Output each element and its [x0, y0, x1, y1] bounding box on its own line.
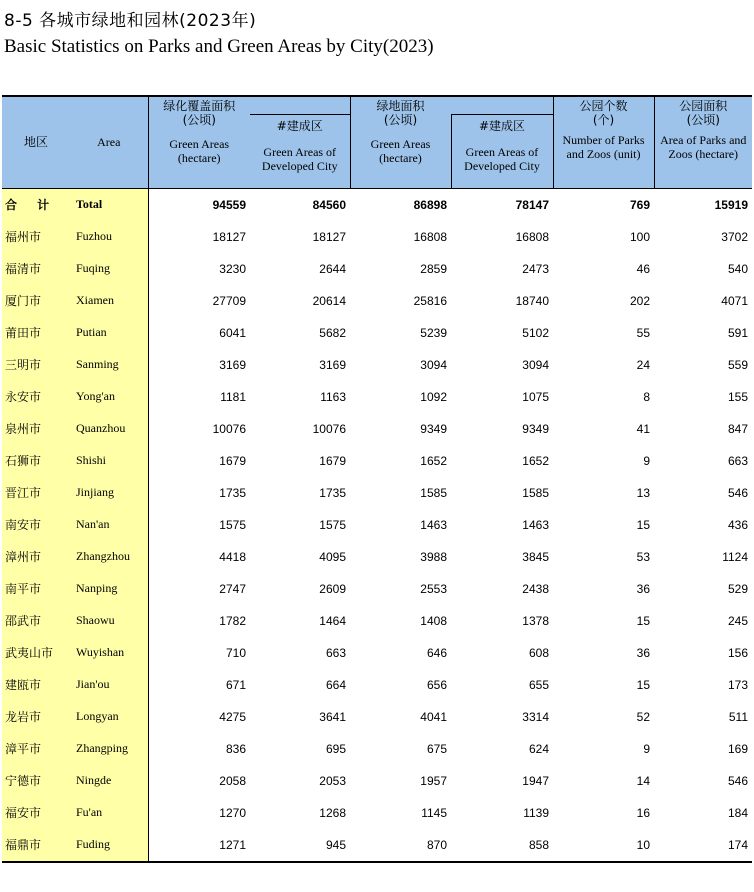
cell-value: 2438: [522, 581, 549, 596]
row-area-en: Sanming: [70, 349, 148, 381]
cell-value: 15919: [654, 188, 752, 221]
cell-value: 1735: [319, 485, 346, 500]
cell-value: 46: [636, 261, 650, 276]
cell-value: 2859: [420, 261, 447, 276]
cell-value: 2053: [319, 773, 346, 788]
row-area-cn: 宁德市: [2, 765, 70, 797]
cell-value: 2473: [522, 261, 549, 276]
table-row: [2, 381, 752, 413]
table-row: [2, 349, 752, 381]
cell-value: 9: [643, 741, 650, 756]
cell-value: 608: [528, 645, 549, 660]
header-col3: 绿地面积 (公顷) Green Areas (hectare): [350, 96, 451, 188]
cell-value: 2644: [319, 261, 346, 276]
table-row: [2, 285, 752, 317]
cell-value: 591: [727, 325, 748, 340]
cell-value: 155: [727, 389, 748, 404]
cell-value: 2609: [319, 581, 346, 596]
table-row: [2, 573, 752, 605]
row-area-cn: 三明市: [2, 349, 70, 381]
cell-value: 169: [727, 741, 748, 756]
cell-value: 847: [727, 421, 748, 436]
cell-value: 9349: [420, 421, 447, 436]
row-area-en: Fu'an: [70, 797, 148, 829]
row-area-cn: 南安市: [2, 509, 70, 541]
row-area-en: Nan'an: [70, 509, 148, 541]
cell-value: 3094: [420, 357, 447, 372]
cell-value: 78147: [451, 188, 553, 221]
cell-value: 675: [426, 741, 447, 756]
header-area-cn: 地区: [2, 96, 70, 188]
row-area-cn: 合 计: [2, 188, 70, 221]
row-area-en: Ningde: [70, 765, 148, 797]
row-area-cn: 漳州市: [2, 541, 70, 573]
cell-value: 3314: [522, 709, 549, 724]
cell-value: 4041: [420, 709, 447, 724]
cell-value: 25816: [413, 293, 447, 308]
table-row: [2, 317, 752, 349]
cell-value: 5239: [420, 325, 447, 340]
cell-value: 4418: [219, 549, 246, 564]
cell-value: 100: [629, 229, 650, 244]
cell-value: 3702: [721, 229, 748, 244]
cell-value: 1652: [420, 453, 447, 468]
cell-value: 655: [528, 677, 549, 692]
page-title-en: Basic Statistics on Parks and Green Areas by City(2023): [4, 36, 434, 57]
cell-value: 1957: [420, 773, 447, 788]
cell-value: 1271: [148, 829, 250, 862]
cell-value: 1181: [220, 389, 246, 404]
table-row: [2, 605, 752, 637]
cell-value: 1947: [522, 773, 549, 788]
table-row: [2, 221, 752, 253]
cell-value: 174: [654, 829, 752, 862]
row-area-cn: 莆田市: [2, 317, 70, 349]
cell-value: 646: [426, 645, 447, 660]
cell-value: 664: [325, 677, 346, 692]
cell-value: 1075: [522, 389, 549, 404]
cell-value: 3845: [522, 549, 549, 564]
cell-value: 13: [636, 485, 650, 500]
table-row: [2, 253, 752, 285]
cell-value: 5682: [319, 325, 346, 340]
cell-value: 2553: [420, 581, 447, 596]
cell-value: 1408: [420, 613, 447, 628]
row-area-en: Fuqing: [70, 253, 148, 285]
cell-value: 9349: [522, 421, 549, 436]
header-col1: 绿化覆盖面积 (公顷) Green Areas (hectare): [148, 96, 250, 188]
table-row: [2, 413, 752, 445]
cell-value: 5102: [522, 325, 549, 340]
cell-value: 870: [350, 829, 451, 862]
cell-value: 15: [636, 677, 650, 692]
cell-value: 1679: [219, 453, 246, 468]
cell-value: 3230: [219, 261, 246, 276]
cell-value: 55: [636, 325, 650, 340]
cell-value: 858: [451, 829, 553, 862]
row-area-cn: 福鼎市: [2, 829, 70, 862]
cell-value: 1679: [319, 453, 346, 468]
cell-value: 1652: [522, 453, 549, 468]
table-row: [2, 765, 752, 797]
table-row: [2, 701, 752, 733]
row-area-en: Jian'ou: [70, 669, 148, 701]
row-area-en: Yong'an: [70, 381, 148, 413]
row-area-en: Jinjiang: [70, 477, 148, 509]
cell-value: 3094: [522, 357, 549, 372]
cell-value: 14: [636, 773, 650, 788]
table-row: [2, 477, 752, 509]
cell-value: 540: [727, 261, 748, 276]
cell-value: 8: [643, 389, 650, 404]
cell-value: 9: [643, 453, 650, 468]
cell-value: 10076: [312, 421, 346, 436]
cell-value: 511: [728, 709, 748, 724]
row-area-cn: 石狮市: [2, 445, 70, 477]
table-row: [2, 797, 752, 829]
cell-value: 695: [325, 741, 346, 756]
row-area-en: Zhangping: [70, 733, 148, 765]
cell-value: 436: [727, 517, 748, 532]
cell-value: 1268: [319, 805, 346, 820]
cell-value: 18127: [312, 229, 346, 244]
cell-value: 1139: [523, 805, 549, 820]
cell-value: 3641: [319, 709, 346, 724]
cell-value: 27709: [212, 293, 246, 308]
table-row: [2, 541, 752, 573]
row-area-en: Longyan: [70, 701, 148, 733]
cell-value: 16808: [515, 229, 549, 244]
cell-value: 86898: [350, 188, 451, 221]
row-area-en: Xiamen: [70, 285, 148, 317]
header-col1-spacer: [250, 96, 350, 114]
cell-value: 3169: [319, 357, 346, 372]
cell-value: 24: [636, 357, 650, 372]
cell-value: 945: [250, 829, 350, 862]
cell-value: 84560: [250, 188, 350, 221]
cell-value: 1163: [320, 389, 346, 404]
cell-value: 20614: [312, 293, 346, 308]
cell-value: 4275: [219, 709, 246, 724]
cell-value: 1124: [722, 549, 748, 564]
cell-value: 1463: [522, 517, 549, 532]
cell-value: 16808: [413, 229, 447, 244]
cell-value: 546: [727, 773, 748, 788]
cell-value: 663: [727, 453, 748, 468]
table-row: [2, 445, 752, 477]
cell-value: 529: [727, 581, 748, 596]
statistics-table: [2, 95, 752, 863]
row-area-cn: 福州市: [2, 221, 70, 253]
cell-value: 18740: [515, 293, 549, 308]
cell-value: 4095: [319, 549, 346, 564]
row-area-cn: 漳平市: [2, 733, 70, 765]
header-area-en: Area: [70, 96, 148, 188]
cell-value: 173: [727, 677, 748, 692]
cell-value: 184: [727, 805, 748, 820]
row-area-en: Putian: [70, 317, 148, 349]
table-row: [2, 637, 752, 669]
cell-value: 3169: [219, 357, 246, 372]
row-area-en: Total: [70, 188, 148, 221]
cell-value: 156: [727, 645, 748, 660]
cell-value: 36: [636, 581, 650, 596]
cell-value: 1378: [522, 613, 549, 628]
table-row: [2, 669, 752, 701]
row-area-en: Shaowu: [70, 605, 148, 637]
cell-value: 671: [225, 677, 246, 692]
cell-value: 245: [727, 613, 748, 628]
cell-value: 546: [727, 485, 748, 500]
row-area-en: Quanzhou: [70, 413, 148, 445]
cell-value: 1585: [522, 485, 549, 500]
header-col2: #建成区 Green Areas of Developed City: [250, 114, 350, 188]
table-row: [2, 188, 752, 221]
cell-value: 52: [636, 709, 650, 724]
row-area-cn: 厦门市: [2, 285, 70, 317]
table-body: [2, 188, 752, 862]
cell-value: 2058: [219, 773, 246, 788]
cell-value: 1145: [421, 805, 447, 820]
cell-value: 559: [727, 357, 748, 372]
cell-value: 1092: [420, 389, 447, 404]
row-area-en: Shishi: [70, 445, 148, 477]
cell-value: 15: [636, 517, 650, 532]
cell-value: 10: [553, 829, 654, 862]
row-area-en: Fuding: [70, 829, 148, 862]
row-area-cn: 福清市: [2, 253, 70, 285]
row-area-en: Fuzhou: [70, 221, 148, 253]
header-col6: 公园面积 (公顷) Area of Parks and Zoos (hectare): [654, 96, 752, 188]
row-area-cn: 福安市: [2, 797, 70, 829]
row-area-cn: 永安市: [2, 381, 70, 413]
cell-value: 1270: [219, 805, 246, 820]
cell-value: 16: [636, 805, 650, 820]
cell-value: 1575: [319, 517, 346, 532]
row-area-cn: 邵武市: [2, 605, 70, 637]
row-area-cn: 南平市: [2, 573, 70, 605]
cell-value: 94559: [148, 188, 250, 221]
cell-value: 15: [636, 613, 650, 628]
header-col5: 公园个数 (个) Number of Parks and Zoos (unit): [553, 96, 654, 188]
row-area-en: Zhangzhou: [70, 541, 148, 573]
cell-value: 2747: [219, 581, 246, 596]
cell-value: 1782: [219, 613, 246, 628]
cell-value: 36: [636, 645, 650, 660]
cell-value: 3988: [420, 549, 447, 564]
row-area-cn: 龙岩市: [2, 701, 70, 733]
cell-value: 1463: [420, 517, 447, 532]
cell-value: 10076: [212, 421, 246, 436]
table-row: [2, 509, 752, 541]
cell-value: 1575: [219, 517, 246, 532]
cell-value: 53: [636, 549, 650, 564]
cell-value: 18127: [212, 229, 246, 244]
table-row: [2, 829, 752, 862]
cell-value: 202: [629, 293, 650, 308]
header-col3-spacer: [451, 96, 553, 114]
cell-value: 663: [325, 645, 346, 660]
cell-value: 656: [426, 677, 447, 692]
cell-value: 1735: [219, 485, 246, 500]
row-area-cn: 建瓯市: [2, 669, 70, 701]
cell-value: 1585: [420, 485, 447, 500]
cell-value: 769: [553, 188, 654, 221]
header-col4: #建成区 Green Areas of Developed City: [451, 114, 553, 188]
row-area-cn: 泉州市: [2, 413, 70, 445]
row-area-cn: 武夷山市: [2, 637, 70, 669]
cell-value: 836: [225, 741, 246, 756]
table-row: [2, 733, 752, 765]
cell-value: 624: [528, 741, 549, 756]
row-area-cn: 晋江市: [2, 477, 70, 509]
cell-value: 4071: [721, 293, 748, 308]
row-area-en: Wuyishan: [70, 637, 148, 669]
page-title-cn: 8-5 各城市绿地和园林(2023年): [4, 11, 257, 31]
row-area-en: Nanping: [70, 573, 148, 605]
cell-value: 41: [636, 421, 650, 436]
cell-value: 6041: [219, 325, 246, 340]
cell-value: 1464: [319, 613, 346, 628]
cell-value: 710: [225, 645, 246, 660]
